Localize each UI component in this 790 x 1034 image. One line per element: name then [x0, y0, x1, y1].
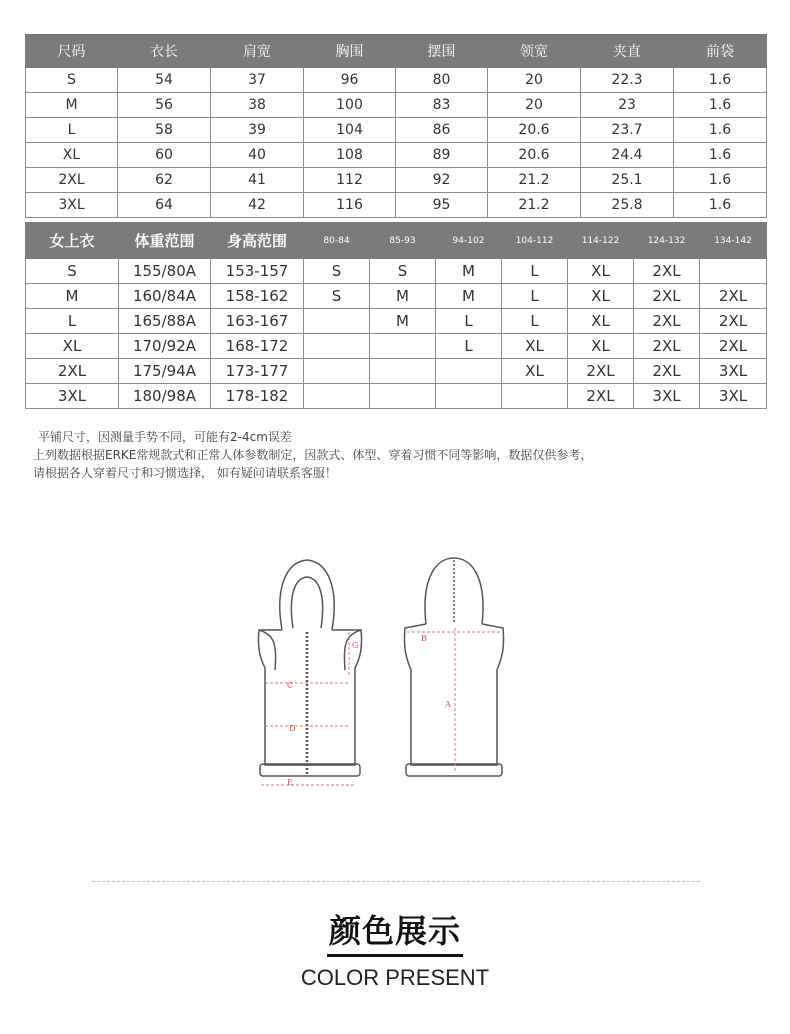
size-header-5: 领宽: [488, 35, 581, 68]
table-cell: 108: [304, 143, 396, 168]
label-g: G: [352, 641, 359, 650]
table-cell: XL: [26, 334, 119, 359]
table-cell: 2XL: [634, 359, 700, 384]
table-cell: 163-167: [211, 309, 304, 334]
table-cell: 42: [211, 193, 304, 218]
note-line-3: 请根据各人穿着尺寸和习惯选择， 如有疑问请联系客服！: [33, 466, 337, 480]
table-cell: 89: [396, 143, 488, 168]
vest-front-illustration: [258, 560, 361, 776]
color-section-heading: [0, 906, 790, 957]
table-cell: XL: [568, 259, 634, 284]
table-cell: 2XL: [568, 384, 634, 409]
table-cell: 3XL: [700, 384, 767, 409]
table-cell: 178-182: [211, 384, 304, 409]
body-size-table: [25, 222, 767, 409]
table-cell: 2XL: [634, 309, 700, 334]
table-cell: 23.7: [581, 118, 674, 143]
table-cell: 95: [396, 193, 488, 218]
table-cell: L: [436, 334, 502, 359]
note-line-2: 上列数据根据ERKE常规款式和正常人体参数制定，因款式、体型、穿着习惯不同等影响，数据仅供参考，: [33, 448, 593, 462]
table-cell: 23: [581, 93, 674, 118]
body-header-0: 女上衣: [26, 223, 119, 259]
table-cell: 38: [211, 93, 304, 118]
table-cell: XL: [502, 359, 568, 384]
table-cell: L: [436, 309, 502, 334]
table-cell: M: [370, 284, 436, 309]
table-cell: XL: [568, 334, 634, 359]
table-cell: 112: [304, 168, 396, 193]
table-cell: L: [26, 309, 119, 334]
table-cell: 86: [396, 118, 488, 143]
size-header-3: 胸围: [304, 35, 396, 68]
table-cell: 100: [304, 93, 396, 118]
table-cell: 24.4: [581, 143, 674, 168]
table-cell: 21.2: [488, 193, 581, 218]
table-cell: 92: [396, 168, 488, 193]
table-cell: S: [26, 68, 118, 93]
table-cell: 180/98A: [119, 384, 211, 409]
table-cell: [502, 384, 568, 409]
table-cell: [304, 334, 370, 359]
table-cell: 104: [304, 118, 396, 143]
label-b: B: [421, 634, 427, 643]
table-row: [26, 118, 767, 143]
table-cell: 2XL: [700, 284, 767, 309]
section-divider: [92, 881, 700, 882]
body-header-7: 114-122: [568, 223, 634, 259]
table-cell: XL: [568, 284, 634, 309]
table-cell: [304, 309, 370, 334]
table-cell: 21.2: [488, 168, 581, 193]
table-cell: 1.6: [674, 68, 767, 93]
table-cell: 3XL: [700, 359, 767, 384]
table-row: [26, 359, 767, 384]
table-row: [26, 284, 767, 309]
table-cell: 2XL: [634, 334, 700, 359]
color-section-title: 颜色展示: [327, 906, 463, 957]
body-header-2: 身高范围: [211, 223, 304, 259]
table-cell: M: [370, 309, 436, 334]
table-cell: 168-172: [211, 334, 304, 359]
table-cell: 153-157: [211, 259, 304, 284]
body-header-5: 94-102: [436, 223, 502, 259]
table-cell: 1.6: [674, 168, 767, 193]
size-header-7: 前袋: [674, 35, 767, 68]
table-cell: [700, 259, 767, 284]
table-cell: 96: [304, 68, 396, 93]
table-cell: XL: [568, 309, 634, 334]
table-row: [26, 68, 767, 93]
table-cell: 1.6: [674, 93, 767, 118]
table-row: [26, 334, 767, 359]
table-cell: 64: [118, 193, 211, 218]
table-cell: M: [26, 284, 119, 309]
table-cell: 20: [488, 93, 581, 118]
table-cell: XL: [502, 334, 568, 359]
size-table: [25, 34, 767, 218]
table-cell: 25.1: [581, 168, 674, 193]
table-cell: L: [502, 309, 568, 334]
table-cell: 54: [118, 68, 211, 93]
table-cell: S: [304, 259, 370, 284]
table-cell: S: [370, 259, 436, 284]
table-cell: 158-162: [211, 284, 304, 309]
note-line-1: 平铺尺寸，因测量手势不同，可能有2-4cm误差: [38, 430, 292, 444]
label-a: A: [445, 700, 451, 709]
table-cell: M: [436, 284, 502, 309]
table-cell: 155/80A: [119, 259, 211, 284]
table-cell: 37: [211, 68, 304, 93]
table-cell: 170/92A: [119, 334, 211, 359]
table-cell: 40: [211, 143, 304, 168]
table-cell: 2XL: [634, 284, 700, 309]
table-row: [26, 309, 767, 334]
table-cell: 1.6: [674, 118, 767, 143]
vest-measurement-diagram: [245, 550, 545, 800]
table-cell: 175/94A: [119, 359, 211, 384]
table-cell: L: [502, 284, 568, 309]
table-cell: 2XL: [26, 168, 118, 193]
table-cell: 2XL: [568, 359, 634, 384]
table-cell: 56: [118, 93, 211, 118]
table-cell: 1.6: [674, 193, 767, 218]
table-cell: [370, 384, 436, 409]
table-cell: M: [26, 93, 118, 118]
color-section-subtitle: COLOR PRESENT: [300, 965, 490, 990]
table-cell: 1.6: [674, 143, 767, 168]
table-cell: S: [304, 284, 370, 309]
table-cell: 2XL: [634, 259, 700, 284]
body-header-3: 80-84: [304, 223, 370, 259]
table-row: [26, 168, 767, 193]
table-cell: 2XL: [700, 309, 767, 334]
table-cell: [370, 359, 436, 384]
table-cell: M: [436, 259, 502, 284]
table-row: [26, 193, 767, 218]
table-cell: 2XL: [700, 334, 767, 359]
body-header-4: 85-93: [370, 223, 436, 259]
body-header-1: 体重范围: [119, 223, 211, 259]
table-cell: [304, 384, 370, 409]
table-row: [26, 143, 767, 168]
size-header-0: 尺码: [26, 35, 118, 68]
table-cell: [370, 334, 436, 359]
label-c: C: [287, 681, 294, 690]
table-cell: 173-177: [211, 359, 304, 384]
label-e: E: [287, 778, 293, 787]
size-header-4: 摆围: [396, 35, 488, 68]
table-cell: 39: [211, 118, 304, 143]
table-cell: L: [26, 118, 118, 143]
body-header-9: 134-142: [700, 223, 767, 259]
table-cell: 60: [118, 143, 211, 168]
table-cell: [436, 359, 502, 384]
size-header-6: 夹直: [581, 35, 674, 68]
table-cell: L: [502, 259, 568, 284]
size-header-1: 衣长: [118, 35, 211, 68]
table-cell: 41: [211, 168, 304, 193]
table-cell: 80: [396, 68, 488, 93]
table-cell: 2XL: [26, 359, 119, 384]
table-cell: 3XL: [26, 193, 118, 218]
table-cell: 62: [118, 168, 211, 193]
table-cell: 165/88A: [119, 309, 211, 334]
table-cell: [304, 359, 370, 384]
label-d: D: [289, 724, 296, 733]
body-table-header: [26, 223, 767, 259]
size-header-2: 肩宽: [211, 35, 304, 68]
table-cell: 3XL: [634, 384, 700, 409]
body-header-6: 104-112: [502, 223, 568, 259]
size-notes: [33, 428, 592, 482]
table-cell: 3XL: [26, 384, 119, 409]
table-cell: 20: [488, 68, 581, 93]
size-table-header: [26, 35, 767, 68]
body-header-8: 124-132: [634, 223, 700, 259]
table-cell: 22.3: [581, 68, 674, 93]
table-row: [26, 384, 767, 409]
table-cell: 160/84A: [119, 284, 211, 309]
table-row: [26, 93, 767, 118]
table-cell: S: [26, 259, 119, 284]
table-cell: 83: [396, 93, 488, 118]
table-cell: 20.6: [488, 118, 581, 143]
table-cell: 116: [304, 193, 396, 218]
table-cell: XL: [26, 143, 118, 168]
vest-back-illustration: [404, 558, 503, 776]
table-cell: 25.8: [581, 193, 674, 218]
table-cell: 20.6: [488, 143, 581, 168]
table-cell: 58: [118, 118, 211, 143]
table-cell: [436, 384, 502, 409]
table-row: [26, 259, 767, 284]
